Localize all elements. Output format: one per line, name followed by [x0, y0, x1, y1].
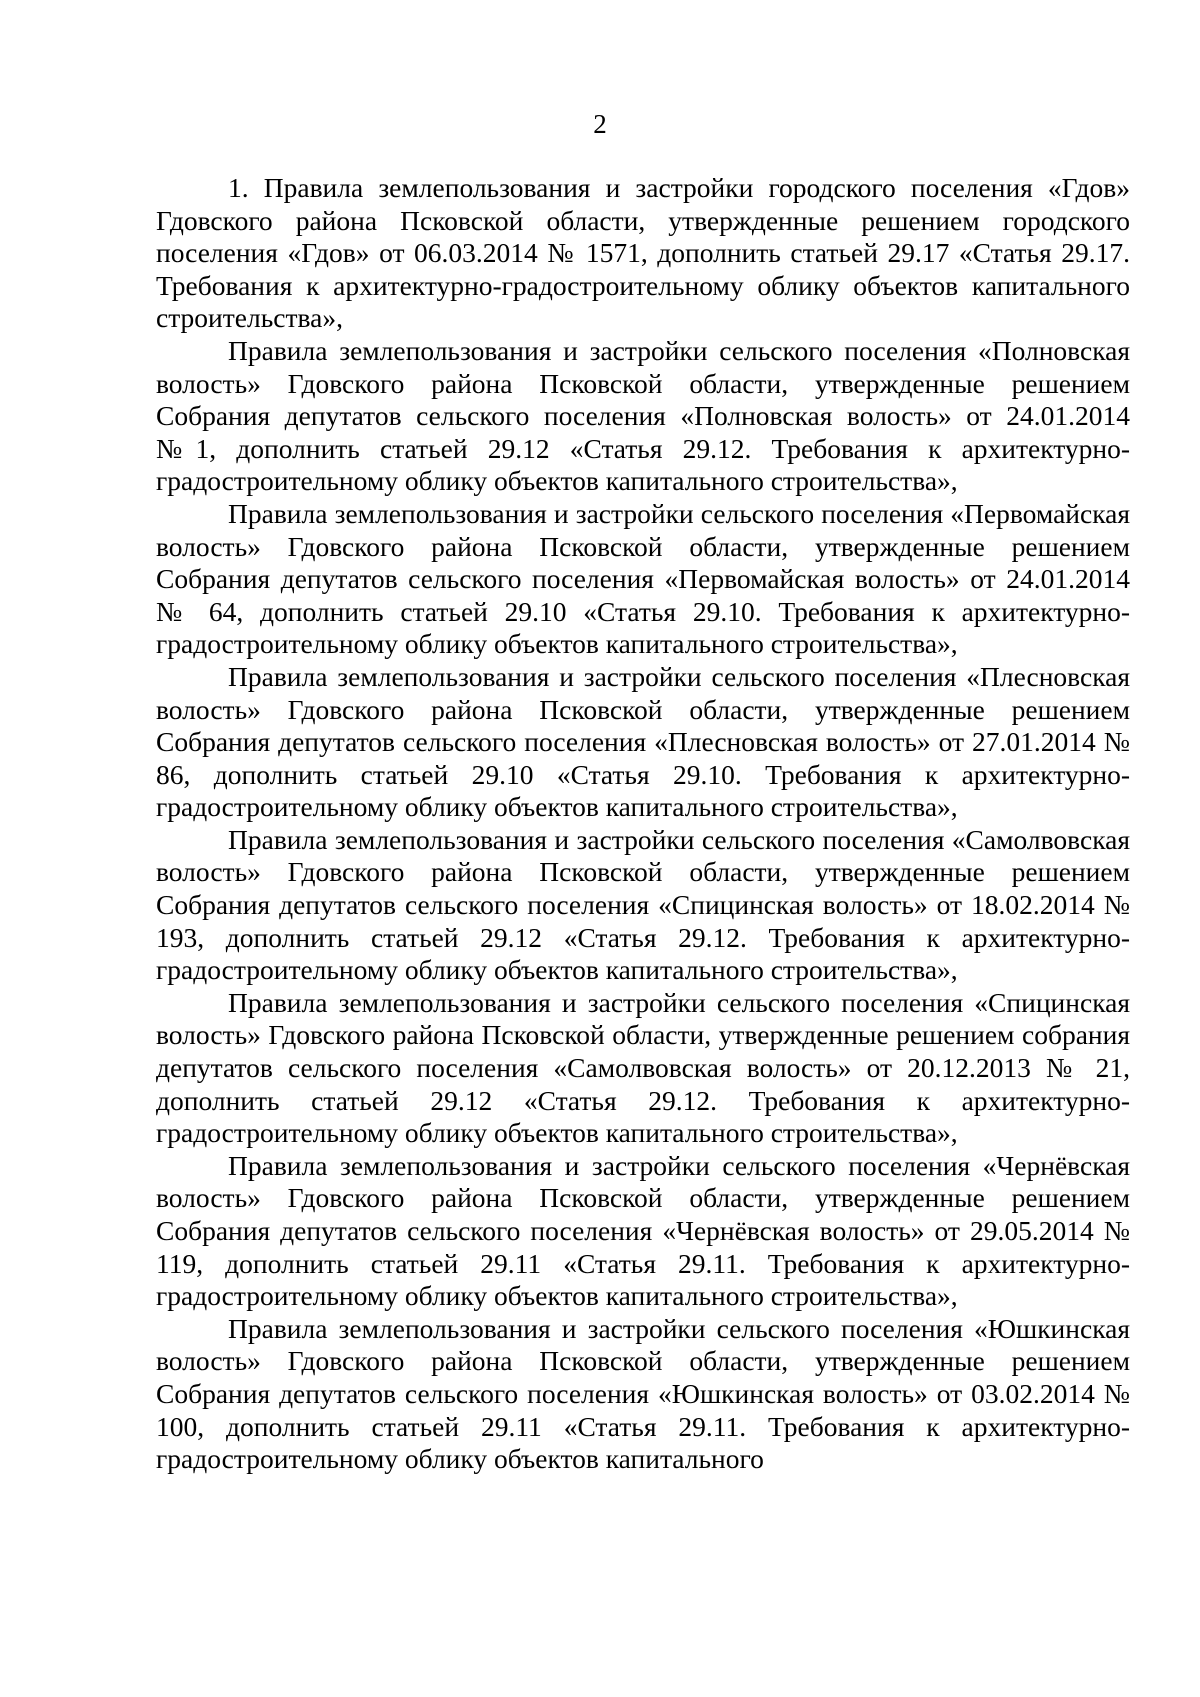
paragraph-gdov: 1. Правила землепользования и застройки городского поселения «Гдов» Гдовского района Псковской области, утвержденные решением городского поселения «Гдов» от 06.03.2014 № 1571, дополнить статьей 29.17 «Статья 29.17. Требования к архитектурно-градостроительному облику объектов капитального строительства», — [156, 172, 1130, 334]
page-number: 2 — [593, 109, 607, 139]
paragraph-yushkinskaya: Правила землепользования и застройки сельского поселения «Юшкинская волость» Гдовского района Псковской области, утвержденные решением Собрания депутатов сельского поселения «Юшкинская волость» от 03.02.2014 № 100, дополнить статьей 29.11 «Статья 29.11. Требования к архитектурно-градостроительному облику объектов капитального — [156, 1312, 1130, 1475]
paragraph-polnovskaya: Правила землепользования и застройки сельского поселения «Полновская волость» Гдовского района Псковской области, утвержденные решением Собрания депутатов сельского поселения «Полновская волость» от 24.01.2014 №1, дополнить статьей 29.12 «Статья 29.12. Требования к архитектурно-градостроительному облику объектов капитального строительства», — [156, 334, 1130, 497]
paragraph-samolvovskaya: Правила землепользования и застройки сельского поселения «Самолвовская волость» Гдовского района Псковской области, утвержденные решением Собрания депутатов сельского поселения «Спицинская волость» от 18.02.2014 № 193, дополнить статьей 29.12 «Статья 29.12. Требования к архитектурно-градостроительному облику объектов капитального строительства», — [156, 823, 1130, 986]
paragraph-plesnovskaya: Правила землепользования и застройки сельского поселения «Плесновская волость» Гдовского района Псковской области, утвержденные решением Собрания депутатов сельского поселения «Плесновская волость» от 27.01.2014 № 86, дополнить статьей 29.10 «Статья 29.10. Требования к архитектурно-градостроительному облику объектов капитального строительства», — [156, 660, 1130, 823]
paragraph-chernevskaya: Правила землепользования и застройки сельского поселения «Чернёвская волость» Гдовского района Псковской области, утвержденные решением Собрания депутатов сельского поселения «Чернёвская волость» от 29.05.2014 № 119, дополнить статьей 29.11 «Статья 29.11. Требования к архитектурно-градостроительному облику объектов капитального строительства», — [156, 1149, 1130, 1312]
paragraph-pervomayskaya: Правила землепользования и застройки сельского поселения «Первомайская волость» Гдовского района Псковской области, утвержденные решением Собрания депутатов сельского поселения «Первомайская волость» от 24.01.2014 № 64, дополнить статьей 29.10 «Статья 29.10. Требования к архитектурно-градостроительному облику объектов капитального строительства», — [156, 497, 1130, 660]
paragraph-spitsinskaya: Правила землепользования и застройки сельского поселения «Спицинская волость» Гдовского района Псковской области, утвержденные решением собрания депутатов сельского поселения «Самолвовская волость» от 20.12.2013 № 21, дополнить статьей 29.12 «Статья 29.12. Требования к архитектурно-градостроительному облику объектов капитального строительства», — [156, 986, 1130, 1149]
document-body — [156, 172, 1130, 1476]
